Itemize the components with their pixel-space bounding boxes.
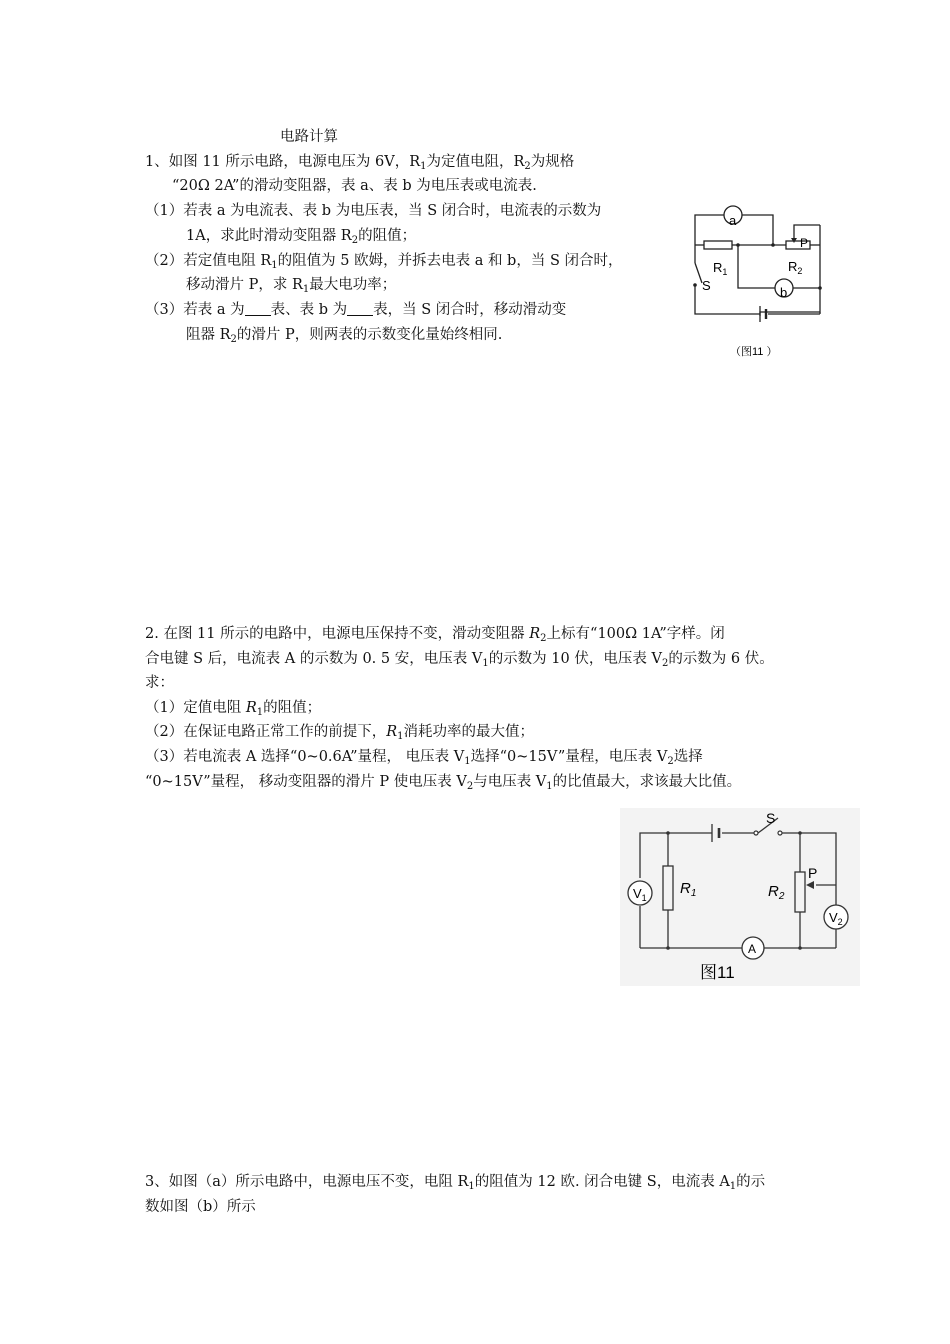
q2-line3: 求： [145,675,174,691]
fig11-caption: （图11 ） [730,346,778,358]
q2-part3: （3）若电流表 A 选择“0~0.6A”量程， 电压表 $V_1$选择“0~15V”量程，电压表 $V_2$选择 [145,749,703,767]
switch-s-label: S [766,810,776,826]
q1-part2: （2）若定值电阻 $R_1$的阻值为 5 欧姆，并拆去电表 a 和 b，当 S 闭合时， [145,253,623,271]
q2-part1: （1）定值电阻 $R_1$的阻值； [145,700,322,718]
slider-p-label: P [800,236,809,250]
q1-part2-cont: 移动滑片 P，求 $R_1$最大电功率； [186,277,397,295]
q2-line2: 合电键 S 后，电流表 A 的示数为 0. 5 安，电压表 $V_1$的示数为 10 伏，电压表 $V_2$的示数为 6 伏。 [145,651,774,669]
page-title: 电路计算 [280,129,338,145]
r1-label: $R_1$ [680,880,697,899]
blank-2 [347,301,373,316]
fig11-caption: 图11 [700,963,735,982]
switch-s-label: S [702,278,711,293]
q1-part3: （3）若表 a 为 表、表 b 为 表，当 S 闭合时，移动滑动变 [145,302,567,318]
q1-line2: “20Ω 2A”的滑动变阻器，表 a、表 b 为电压表或电流表. [172,178,537,194]
v1-label: $V_1$ [633,886,647,903]
meter-a-label: a [729,213,737,228]
r1-label: $R_1$ [713,260,728,277]
q3-line2: 数如图（b）所示 [145,1199,256,1215]
q2-line1: 2. 在图 11 所示的电路中，电源电压保持不变，滑动变阻器 $R_2$上标有“100Ω 1A”字样。闭 [145,626,725,644]
blank-1 [245,301,271,316]
q1-part3-cont: 阻器 $R_2$的滑片 P，则两表的示数变化量始终相同. [186,327,503,345]
v2-label: $V_2$ [829,910,843,927]
q2-part2: （2）在保证电路正常工作的前提下，$R_1$消耗功率的最大值； [145,724,535,742]
slider-p-label: P [808,865,818,881]
q3-line1: 3、如图（a）所示电路中，电源电压不变，电阻 $R_1$的阻值为 12 欧. 闭合电键 S，电流表 $A_1$的示 [145,1174,766,1192]
q1-part1: （1）若表 a 为电流表、表 b 为电压表，当 S 闭合时，电流表的示数为 [145,203,602,219]
q2-part3-cont: “0~15V”量程， 移动变阻器的滑片 P 使电压表 $V_2$与电压表 $V_1$的比值最大，求该最大比值。 [145,774,742,792]
q1-part1-cont: 1A，求此时滑动变阻器 $R_2$的阻值； [186,228,417,246]
q2-circuit-diagram [620,808,860,986]
r2-label: $R_2$ [768,883,785,902]
q1-line1: 1、如图 11 所示电路，电源电压为 6V，$R_1$为定值电阻，$R_2$为规格 [145,154,575,172]
q1-circuit-diagram [690,200,830,370]
r2-label: $R_2$ [788,259,803,276]
meter-b-label: b [780,285,788,300]
ammeter-label: A [748,942,757,956]
